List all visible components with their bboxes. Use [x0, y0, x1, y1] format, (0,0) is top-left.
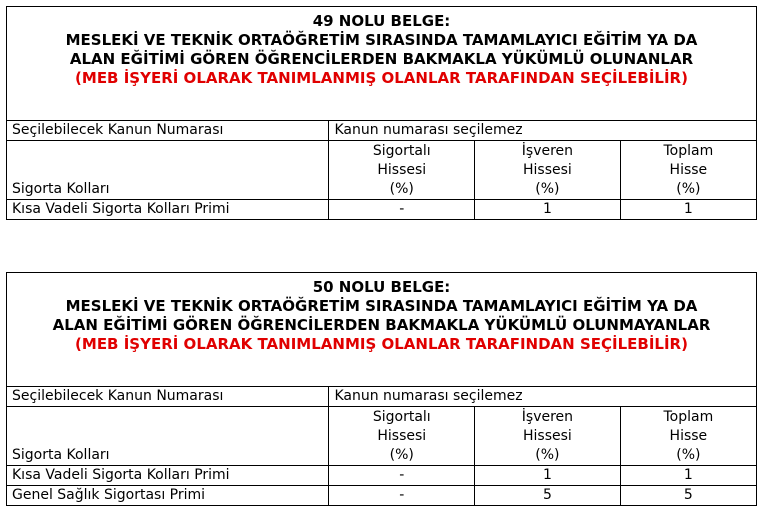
header-line: (%) — [676, 447, 701, 463]
table-row — [7, 200, 757, 220]
header-sigortali — [329, 141, 475, 200]
column-header-row — [7, 407, 757, 466]
insurance-table — [6, 386, 757, 506]
row-value: 1 — [620, 200, 756, 220]
row-value: 5 — [620, 486, 756, 506]
document-subtitle-line2: ALAN EĞİTİMİ GÖREN ÖĞRENCİLERDEN BAKMAKLA YÜKÜMLÜ OLUNMAYANLAR — [52, 316, 711, 334]
header-line: Hisse — [669, 428, 708, 444]
kanun-label: Seçilebilecek Kanun Numarası — [7, 387, 329, 407]
kanun-row — [7, 387, 757, 407]
insurance-table — [6, 120, 757, 220]
kanun-row — [7, 121, 757, 141]
kanun-value: Kanun numarası seçilemez — [329, 387, 757, 407]
header-line: Hissesi — [523, 428, 572, 444]
header-line: Hisse — [669, 162, 708, 178]
header-line: Sigortalı — [372, 143, 431, 159]
column-header-row — [7, 141, 757, 200]
row-name: Genel Sağlık Sigortası Primi — [7, 486, 329, 506]
header-line: (%) — [389, 447, 414, 463]
document-header — [6, 272, 757, 386]
document-note: (MEB İŞYERİ OLARAK TANIMLANMIŞ OLANLAR TARAFINDAN SEÇİLEBİLİR) — [75, 69, 688, 87]
document-header — [6, 6, 757, 120]
row-value: 1 — [475, 200, 621, 220]
row-value: - — [329, 486, 475, 506]
row-value: - — [329, 200, 475, 220]
row-value: 5 — [475, 486, 621, 506]
header-line: Sigortalı — [372, 409, 431, 425]
header-line: (%) — [535, 447, 560, 463]
header-line: Hissesi — [523, 162, 572, 178]
document-50 — [6, 272, 757, 506]
document-title: 49 NOLU BELGE: — [312, 12, 451, 30]
header-line: (%) — [676, 181, 701, 197]
document-49 — [6, 6, 757, 220]
row-value: - — [329, 466, 475, 486]
row-name: Kısa Vadeli Sigorta Kolları Primi — [7, 466, 329, 486]
kanun-label: Seçilebilecek Kanun Numarası — [7, 121, 329, 141]
header-line: İşveren — [521, 409, 574, 425]
header-toplam — [620, 141, 756, 200]
header-line: Toplam — [663, 143, 714, 159]
document-subtitle-line1: MESLEKİ VE TEKNİK ORTAÖĞRETİM SIRASINDA TAMAMLAYICI EĞİTİM YA DA — [65, 297, 698, 315]
column-label: Sigorta Kolları — [7, 407, 329, 466]
header-line: Hissesi — [377, 162, 427, 178]
row-value: 1 — [620, 466, 756, 486]
header-isveren — [475, 407, 621, 466]
column-label: Sigorta Kolları — [7, 141, 329, 200]
document-subtitle-line2: ALAN EĞİTİMİ GÖREN ÖĞRENCİLERDEN BAKMAKLA YÜKÜMLÜ OLUNANLAR — [69, 50, 694, 68]
document-title: 50 NOLU BELGE: — [312, 278, 451, 296]
header-line: İşveren — [521, 143, 574, 159]
row-name: Kısa Vadeli Sigorta Kolları Primi — [7, 200, 329, 220]
header-sigortali — [329, 407, 475, 466]
header-isveren — [475, 141, 621, 200]
header-line: (%) — [535, 181, 560, 197]
header-toplam — [620, 407, 756, 466]
row-value: 1 — [475, 466, 621, 486]
table-row — [7, 486, 757, 506]
document-note: (MEB İŞYERİ OLARAK TANIMLANMIŞ OLANLAR TARAFINDAN SEÇİLEBİLİR) — [75, 335, 688, 353]
kanun-value: Kanun numarası seçilemez — [329, 121, 757, 141]
table-row — [7, 466, 757, 486]
document-subtitle-line1: MESLEKİ VE TEKNİK ORTAÖĞRETİM SIRASINDA TAMAMLAYICI EĞİTİM YA DA — [65, 31, 698, 49]
header-line: Toplam — [663, 409, 714, 425]
header-line: (%) — [389, 181, 414, 197]
header-line: Hissesi — [377, 428, 427, 444]
